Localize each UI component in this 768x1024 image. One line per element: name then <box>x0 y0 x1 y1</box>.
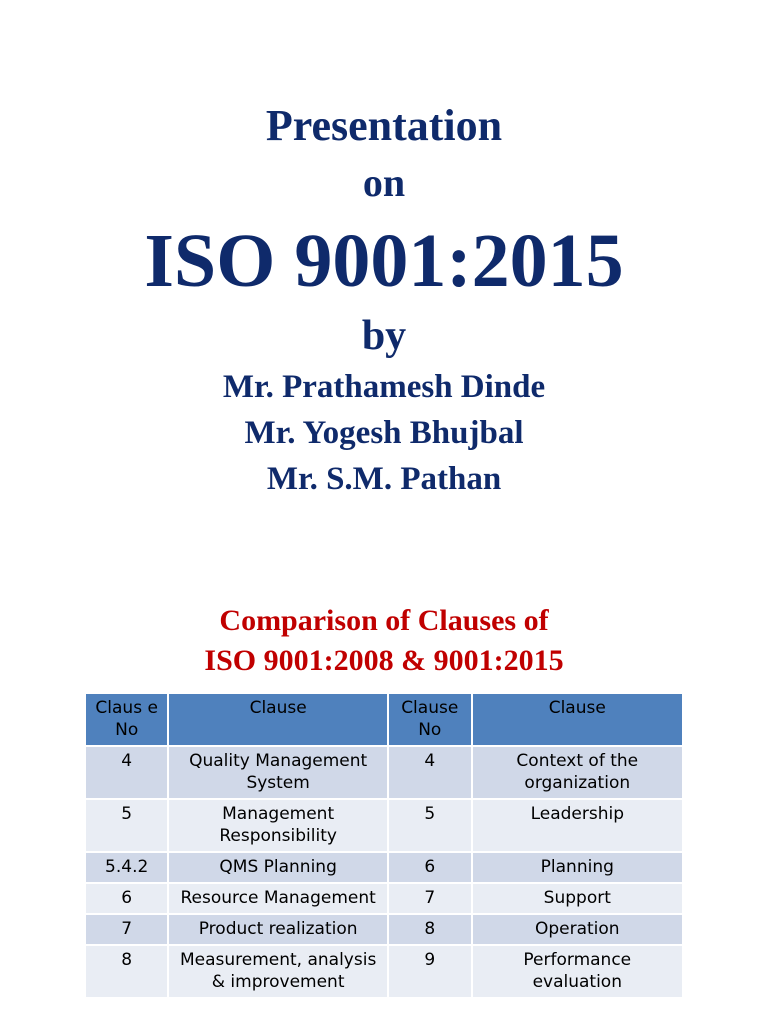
header-clause-2015: Clause <box>472 693 683 746</box>
author-name: Mr. S.M. Pathan <box>266 461 502 497</box>
table-cell: Management Responsibility <box>168 799 388 852</box>
table-header-row <box>85 693 683 746</box>
presentation-label: Presentation <box>265 101 503 150</box>
author-name: Mr. Prathamesh Dinde <box>222 369 546 405</box>
table-row <box>85 852 683 883</box>
page-title: ISO 9001:2015 <box>144 219 624 303</box>
table-cell: 8 <box>388 914 472 945</box>
table-row <box>85 945 683 998</box>
table-cell: 9 <box>388 945 472 998</box>
comparison-title <box>0 601 768 681</box>
header-clause-no-2008: Claus e No <box>85 693 168 746</box>
table-cell: 7 <box>388 883 472 914</box>
table-row <box>85 799 683 852</box>
table-cell: Resource Management <box>168 883 388 914</box>
table-cell: Support <box>472 883 683 914</box>
table-cell: Product realization <box>168 914 388 945</box>
on-label: on <box>362 160 406 205</box>
comparison-title-line2: ISO 9001:2008 & 9001:2015 <box>204 644 564 677</box>
table-cell: Planning <box>472 852 683 883</box>
table-cell: Leadership <box>472 799 683 852</box>
table-cell: Context of the organization <box>472 746 683 799</box>
title-slide <box>0 98 768 502</box>
table-row <box>85 914 683 945</box>
table-cell: 5 <box>85 799 168 852</box>
table-cell: Measurement, analysis & improvement <box>168 945 388 998</box>
table-row <box>85 883 683 914</box>
table-cell: Operation <box>472 914 683 945</box>
table-cell: Quality Management System <box>168 746 388 799</box>
table-cell: 5 <box>388 799 472 852</box>
table-row <box>85 746 683 799</box>
table-cell: 5.4.2 <box>85 852 168 883</box>
comparison-title-line1: Comparison of Clauses of <box>219 604 549 637</box>
table-cell: QMS Planning <box>168 852 388 883</box>
clause-comparison-table <box>84 692 684 999</box>
table-cell: 7 <box>85 914 168 945</box>
table-cell: 6 <box>85 883 168 914</box>
table-cell: 4 <box>388 746 472 799</box>
table-cell: 4 <box>85 746 168 799</box>
by-label: by <box>361 313 407 359</box>
table-cell: 8 <box>85 945 168 998</box>
table-cell: 6 <box>388 852 472 883</box>
author-name: Mr. Yogesh Bhujbal <box>244 415 524 451</box>
header-clause-no-2015: Clause No <box>388 693 472 746</box>
header-clause-2008: Clause <box>168 693 388 746</box>
table-cell: Performance evaluation <box>472 945 683 998</box>
